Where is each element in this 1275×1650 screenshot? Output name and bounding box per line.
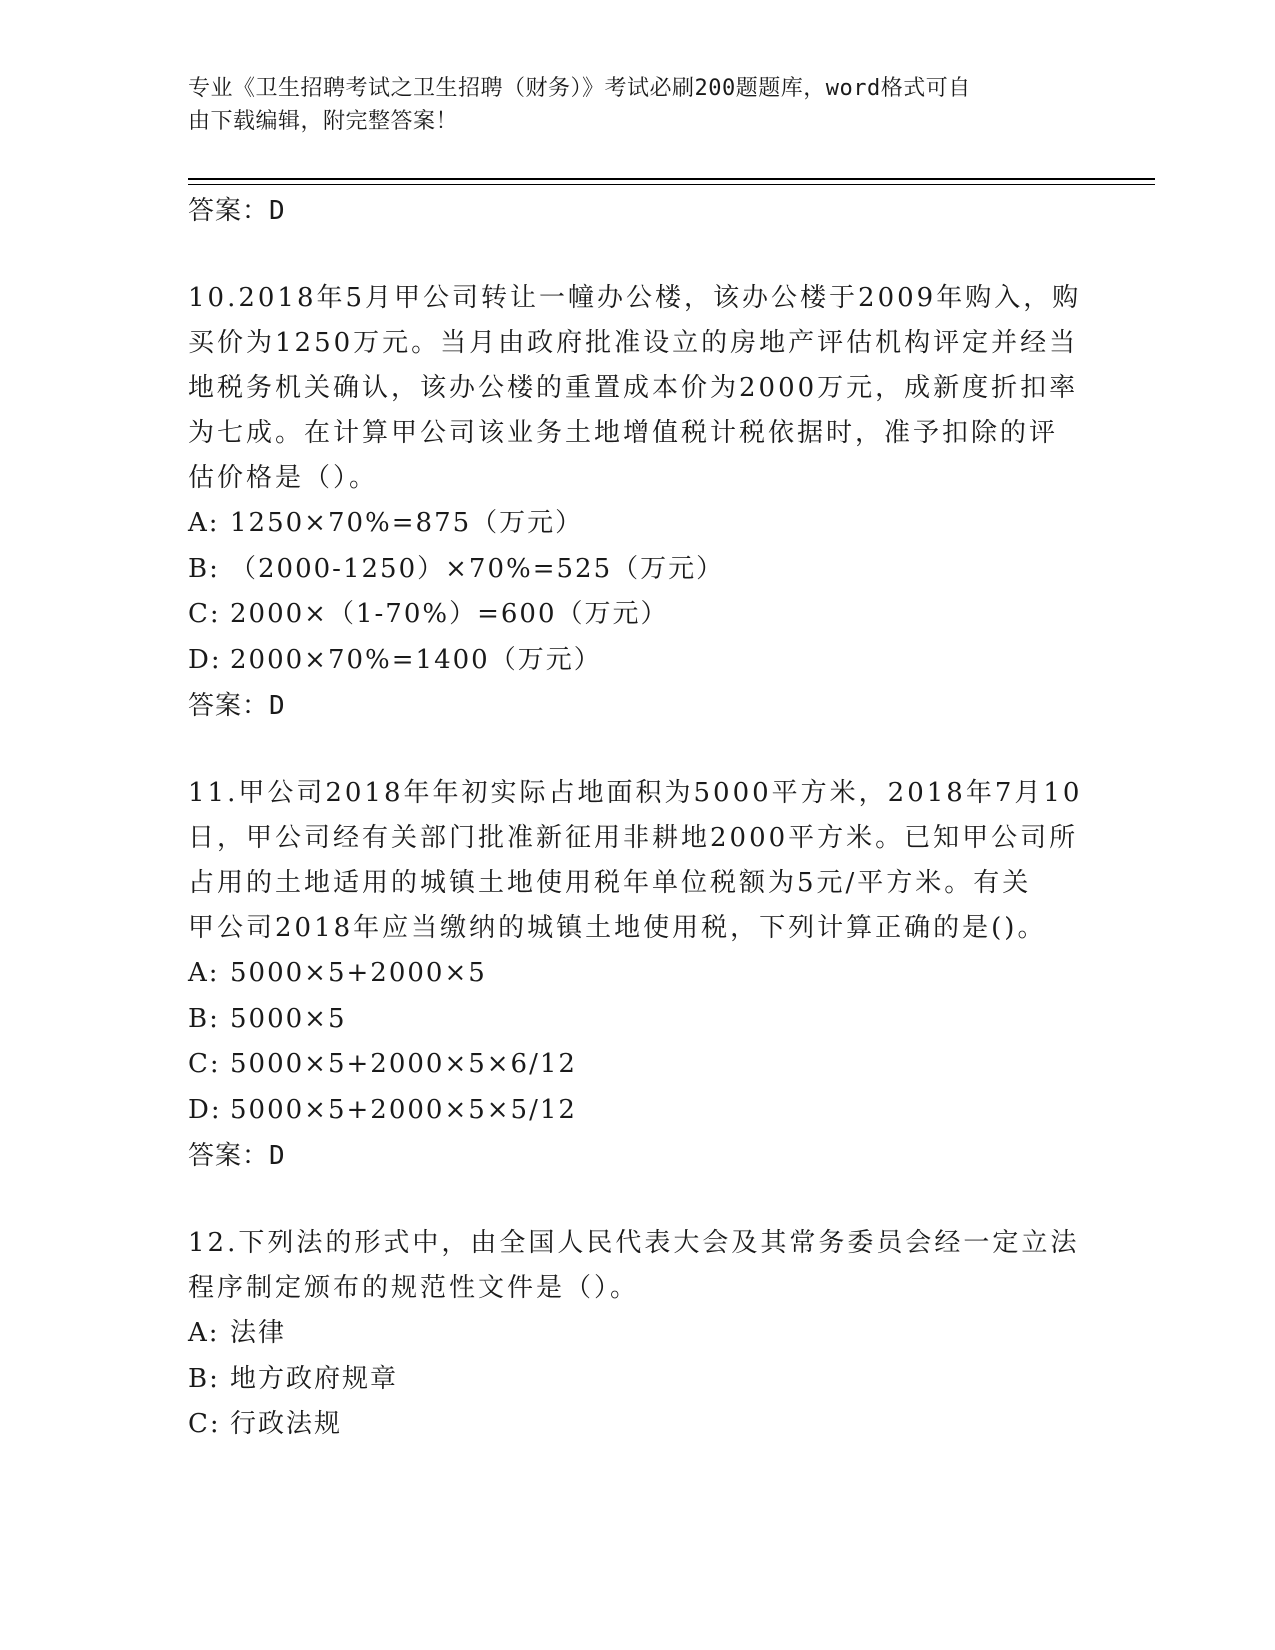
question-block-10	[188, 276, 1088, 729]
question-line: 10.2018年5月甲公司转让一幢办公楼，该办公楼于2009年购入，购	[188, 283, 1082, 313]
option-c	[188, 1042, 1088, 1088]
option-text: 2000×70%=1400（万元）	[230, 644, 602, 675]
header-line-1: 专业《卫生招聘考试之卫生招聘（财务）》考试必刷200题题库，word格式可自	[188, 76, 971, 101]
document-header	[188, 72, 1088, 138]
question-line: 甲公司2018年应当缴纳的城镇土地使用税，下列计算正确的是()。	[188, 913, 1047, 943]
option-letter: C:	[188, 1049, 221, 1079]
option-a	[188, 501, 1088, 547]
question-line: 11.甲公司2018年年初实际占地面积为5000平方米，2018年7月10	[188, 778, 1083, 808]
header-line-2: 由下载编辑，附完整答案！	[188, 109, 459, 134]
answer: 答案：D	[188, 691, 286, 721]
option-text: 1250×70%=875（万元）	[230, 508, 584, 538]
option-text: 5000×5	[230, 1003, 347, 1034]
option-c	[188, 592, 1088, 638]
question-line: 占用的土地适用的城镇土地使用税年单位税额为5元/平方米。有关	[188, 868, 1032, 898]
option-text: 地方政府规章	[230, 1363, 399, 1394]
option-letter: A:	[188, 508, 220, 538]
option-text: 5000×5+2000×5×5/12	[230, 1094, 577, 1125]
option-text: 法律	[230, 1318, 287, 1348]
option-b	[188, 997, 1088, 1043]
question-line: 日，甲公司经有关部门批准新征用非耕地2000平方米。已知甲公司所	[188, 823, 1079, 853]
header-divider-thin	[188, 184, 1155, 185]
option-c	[188, 1402, 1088, 1448]
question-line: 12.下列法的形式中，由全国人民代表大会及其常务委员会经一定立法	[188, 1228, 1080, 1258]
option-letter: A:	[188, 958, 220, 988]
header-divider-thick	[188, 178, 1155, 180]
option-d	[188, 1088, 1088, 1134]
option-letter: B:	[188, 553, 220, 584]
previous-answer: 答案：D	[188, 196, 286, 226]
option-text: 5000×5+2000×5×6/12	[230, 1049, 577, 1079]
question-block-11	[188, 771, 1088, 1179]
option-letter: C:	[188, 1409, 221, 1439]
question-line: 为七成。在计算甲公司该业务土地增值税计税依据时，准予扣除的评	[188, 418, 1059, 448]
option-letter: B:	[188, 1363, 220, 1394]
option-text: 行政法规	[230, 1409, 343, 1439]
option-letter: D:	[188, 644, 222, 675]
option-b	[188, 547, 1088, 593]
question-line: 买价为1250万元。当月由政府批准设立的房地产评估机构评定并经当	[188, 328, 1079, 358]
option-letter: C:	[188, 599, 221, 629]
option-b	[188, 1357, 1088, 1403]
option-letter: A:	[188, 1318, 220, 1348]
option-text: （2000-1250）×70%=525（万元）	[230, 553, 725, 584]
question-block-12	[188, 1221, 1088, 1448]
document-body	[188, 188, 1088, 1448]
question-line: 程序制定颁布的规范性文件是（）。	[188, 1273, 640, 1303]
option-d	[188, 638, 1088, 684]
option-text: 5000×5+2000×5	[230, 958, 487, 988]
option-a	[188, 1311, 1088, 1357]
question-line: 地税务机关确认，该办公楼的重置成本价为2000万元，成新度折扣率	[188, 373, 1079, 403]
answer: 答案：D	[188, 1141, 286, 1171]
option-letter: D:	[188, 1094, 222, 1125]
option-a	[188, 951, 1088, 997]
option-letter: B:	[188, 1003, 220, 1034]
option-text: 2000×（1-70%）=600（万元）	[230, 599, 669, 629]
question-line: 估价格是（）。	[188, 463, 379, 493]
